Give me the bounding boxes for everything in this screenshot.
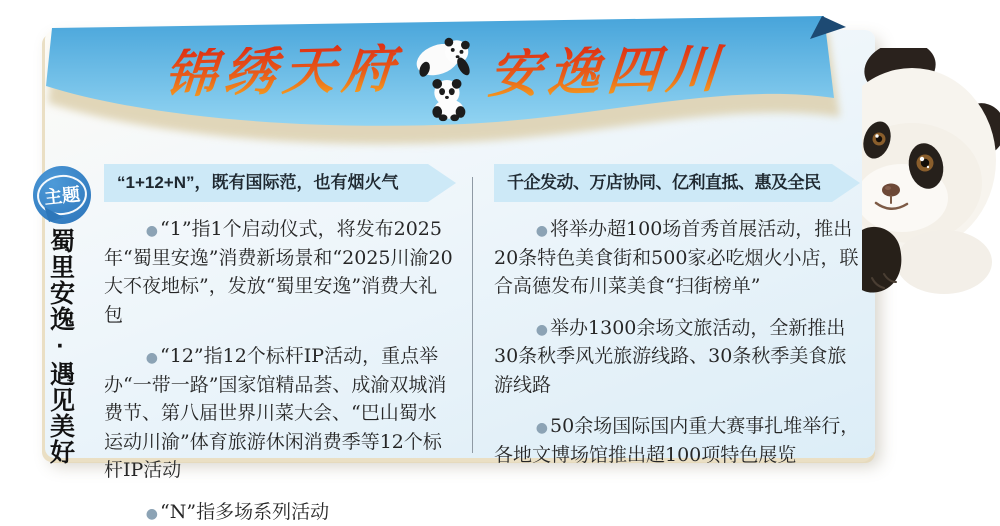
section-right <box>494 164 860 469</box>
bullet-text: 50余场国际国内重大赛事扎堆举行，各地文博场馆推出超100项特色展览 <box>494 415 859 466</box>
banner-title-row <box>45 20 845 124</box>
column-divider <box>472 177 473 453</box>
bullet-dot-icon: ● <box>536 223 548 239</box>
list-item <box>494 314 860 400</box>
panda-duo-icon <box>413 36 477 122</box>
peeking-panda-icon <box>862 48 1000 294</box>
banner-title-right: 安逸四川 <box>487 43 728 101</box>
bullet-text: “1”指1个启动仪式，将发布2025年“蜀里安逸”消费新场景和“2025川渝20大不夜地标”，发放“蜀里安逸”消费大礼包 <box>104 218 453 326</box>
bullet-text: 将举办超100场首秀首展活动，推出20条特色美食街和500家必吃烟火小店，联合高德发布川菜美食“扫街榜单” <box>494 218 858 297</box>
bullet-dot-icon: ● <box>146 350 158 366</box>
list-item <box>104 215 456 329</box>
theme-badge-label: 主题 <box>35 172 89 217</box>
list-item <box>104 498 456 526</box>
bullet-dot-icon: ● <box>146 223 158 239</box>
theme-badge <box>33 166 91 224</box>
section-left-headline: “1+12+N”，既有国际范，也有烟火气 <box>104 164 428 202</box>
bullet-text: “N”指多场系列活动 <box>160 501 329 523</box>
bullet-text: “12”指12个标杆IP活动，重点举办“一带一路”国家馆精品荟、成渝双城消费节、第八届世界川菜大会、“巴山蜀水 运动川渝”体育旅游休闲消费季等12个标杆IP活动 <box>104 345 446 481</box>
list-item <box>494 215 860 301</box>
section-right-headline: 千企发动、万店协同、亿利直抵、惠及全民 <box>494 164 832 202</box>
list-item <box>494 412 860 469</box>
bullet-dot-icon: ● <box>536 420 548 436</box>
bullet-text: 举办1300余场文旅活动，全新推出30条秋季风光旅游线路、30条秋季美食旅游线路 <box>494 317 846 396</box>
list-item <box>104 342 456 485</box>
bullet-dot-icon: ● <box>146 506 158 522</box>
banner-title-left: 锦绣天府 <box>163 43 404 101</box>
bullet-dot-icon: ● <box>536 322 548 338</box>
theme-vertical-title: 蜀里安逸·遇见美好 <box>46 228 74 465</box>
section-left <box>104 164 456 526</box>
